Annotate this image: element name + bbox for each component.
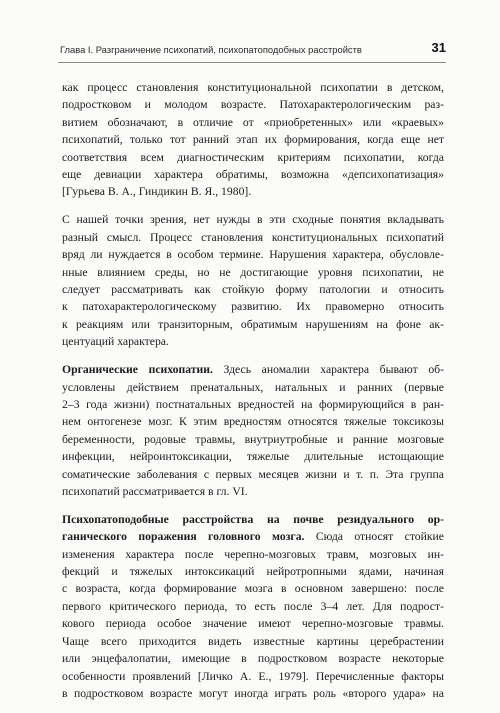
body-text — [62, 79, 444, 713]
line-text: подростковом и молодом возрасте. Патохарактерологическим раз- — [62, 98, 444, 112]
line-text: [Гурьева В. А., Гиндикин В. Я., 1980]. — [62, 185, 252, 199]
line-text: вряд ли нуждается в особом термине. Нарушения характера, обусловле- — [62, 248, 444, 262]
line-text: кового периода особое значение имеют черепно-мозговые травмы. — [62, 617, 444, 631]
line-text: еще девиации характера обратимы, возможна «депсихопатизация» — [62, 168, 444, 182]
text-line — [62, 483, 444, 500]
line-text: в подростковом возрасте могут иногда играть роль «второго удара» на — [62, 686, 444, 700]
text-line — [62, 563, 444, 580]
text-line — [62, 466, 444, 483]
line-text: изменения характера после черепно-мозговых травм, мозговых ин- — [62, 547, 444, 561]
text-line — [62, 546, 444, 563]
section-heading-run: Психопатоподобные расстройства на почве резидуального ор- — [62, 512, 444, 526]
line-text: витием обозначают, в отличие от «приобретенных» или «краевых» — [62, 115, 444, 129]
text-line — [62, 598, 444, 615]
text-line — [62, 114, 444, 131]
line-text: Здесь аномалии характера бывают об- — [212, 363, 444, 377]
text-line — [62, 379, 444, 396]
line-text: Чаще всего приходится видеть известные картины церебрастении — [62, 634, 444, 648]
line-text: нные влиянием среды, но не достигающие уровня психопатии, не — [62, 265, 444, 279]
text-line — [62, 298, 444, 315]
text-line — [62, 615, 444, 632]
text-line — [62, 431, 444, 448]
section-heading-run: ганического поражения головного мозга. — [62, 530, 305, 544]
line-text: инфекции, нейроинтоксикации, тяжелые длительные истощающие — [62, 450, 444, 464]
paragraph — [62, 511, 444, 702]
text-line — [62, 211, 444, 228]
text-line — [62, 668, 444, 685]
running-head: Глава I. Разграничение психопатий, психопатоподобных расстройств — [60, 44, 362, 55]
line-text: к патохарактерологическому развитию. Их правомерно относить — [62, 300, 444, 314]
line-text: Сюда относят стойкие — [304, 530, 444, 544]
line-text: фекций и тяжелых интоксикаций нейротропными ядами, начиная — [62, 565, 444, 579]
line-text: или энцефалопатии, имеющие в подростковом возрасте некоторые — [62, 652, 444, 666]
paragraph — [62, 79, 444, 201]
line-text: следует рассматривать как стойкую форму патологии и относить — [62, 282, 444, 296]
line-text: как процесс становления конституциональной психопатии в детском, — [62, 81, 444, 94]
text-line — [62, 580, 444, 597]
text-line — [62, 633, 444, 650]
text-line — [62, 131, 444, 148]
line-text: центуаций характера. — [62, 335, 169, 349]
text-line — [62, 281, 444, 298]
page-number: 31 — [431, 40, 446, 55]
line-text: соответствия всем диагностическим критериям психопатии, когда — [62, 150, 444, 164]
text-line — [62, 246, 444, 263]
line-text: нем онтогенезе мозг. К этим вредностям относятся тяжелые токсикозы — [62, 415, 444, 429]
text-line — [62, 316, 444, 333]
text-line — [62, 650, 444, 667]
paragraph — [62, 211, 444, 350]
text-line — [62, 528, 444, 545]
header-rule — [58, 62, 446, 63]
text-line — [62, 396, 444, 413]
text-line — [62, 333, 444, 350]
text-line — [62, 166, 444, 183]
line-text: психопатий рассматривается в гл. VI. — [62, 484, 248, 498]
text-line — [62, 448, 444, 465]
line-text: с возраста, когда формирование мозга в основном завершено: после — [62, 582, 444, 596]
line-text: психопатий, только тот ранний этап их формирования, когда еще нет — [62, 133, 444, 147]
text-line — [62, 149, 444, 166]
line-text: С нашей точки зрения, нет нужды в эти сходные понятия вкладывать — [62, 213, 444, 227]
line-text: разный смысл. Процесс становления конституциональных психопатий — [62, 230, 444, 244]
text-line — [62, 264, 444, 281]
line-text: беременности, родовые травмы, внутриутробные и ранние мозговые — [62, 432, 444, 446]
line-text: соматические заболевания с первых месяцев жизни и т. п. Эта группа — [62, 467, 444, 481]
line-text: 2–3 года жизни) постнатальных вредностей на формирующийся в ран- — [62, 397, 444, 411]
line-text: первого критического периода, то есть после 3–4 лет. Для подрост- — [62, 599, 444, 613]
text-line — [62, 79, 444, 96]
text-line — [62, 685, 444, 702]
section-heading-run: Органические психопатии. — [62, 363, 213, 377]
text-line — [62, 511, 444, 528]
text-line — [62, 361, 444, 378]
text-line — [62, 96, 444, 113]
line-text: особенности проявлений [Личко А. Е., 1979]. Перечисленные факторы — [62, 669, 444, 683]
text-line — [62, 183, 444, 200]
text-line — [62, 413, 444, 430]
paragraph — [62, 361, 444, 500]
line-text: к реакциям или транзиторным, обратимым нарушениям на фоне ак- — [62, 317, 444, 331]
text-line — [62, 229, 444, 246]
line-text: условлены действием пренатальных, натальных и ранних (первые — [62, 380, 444, 394]
